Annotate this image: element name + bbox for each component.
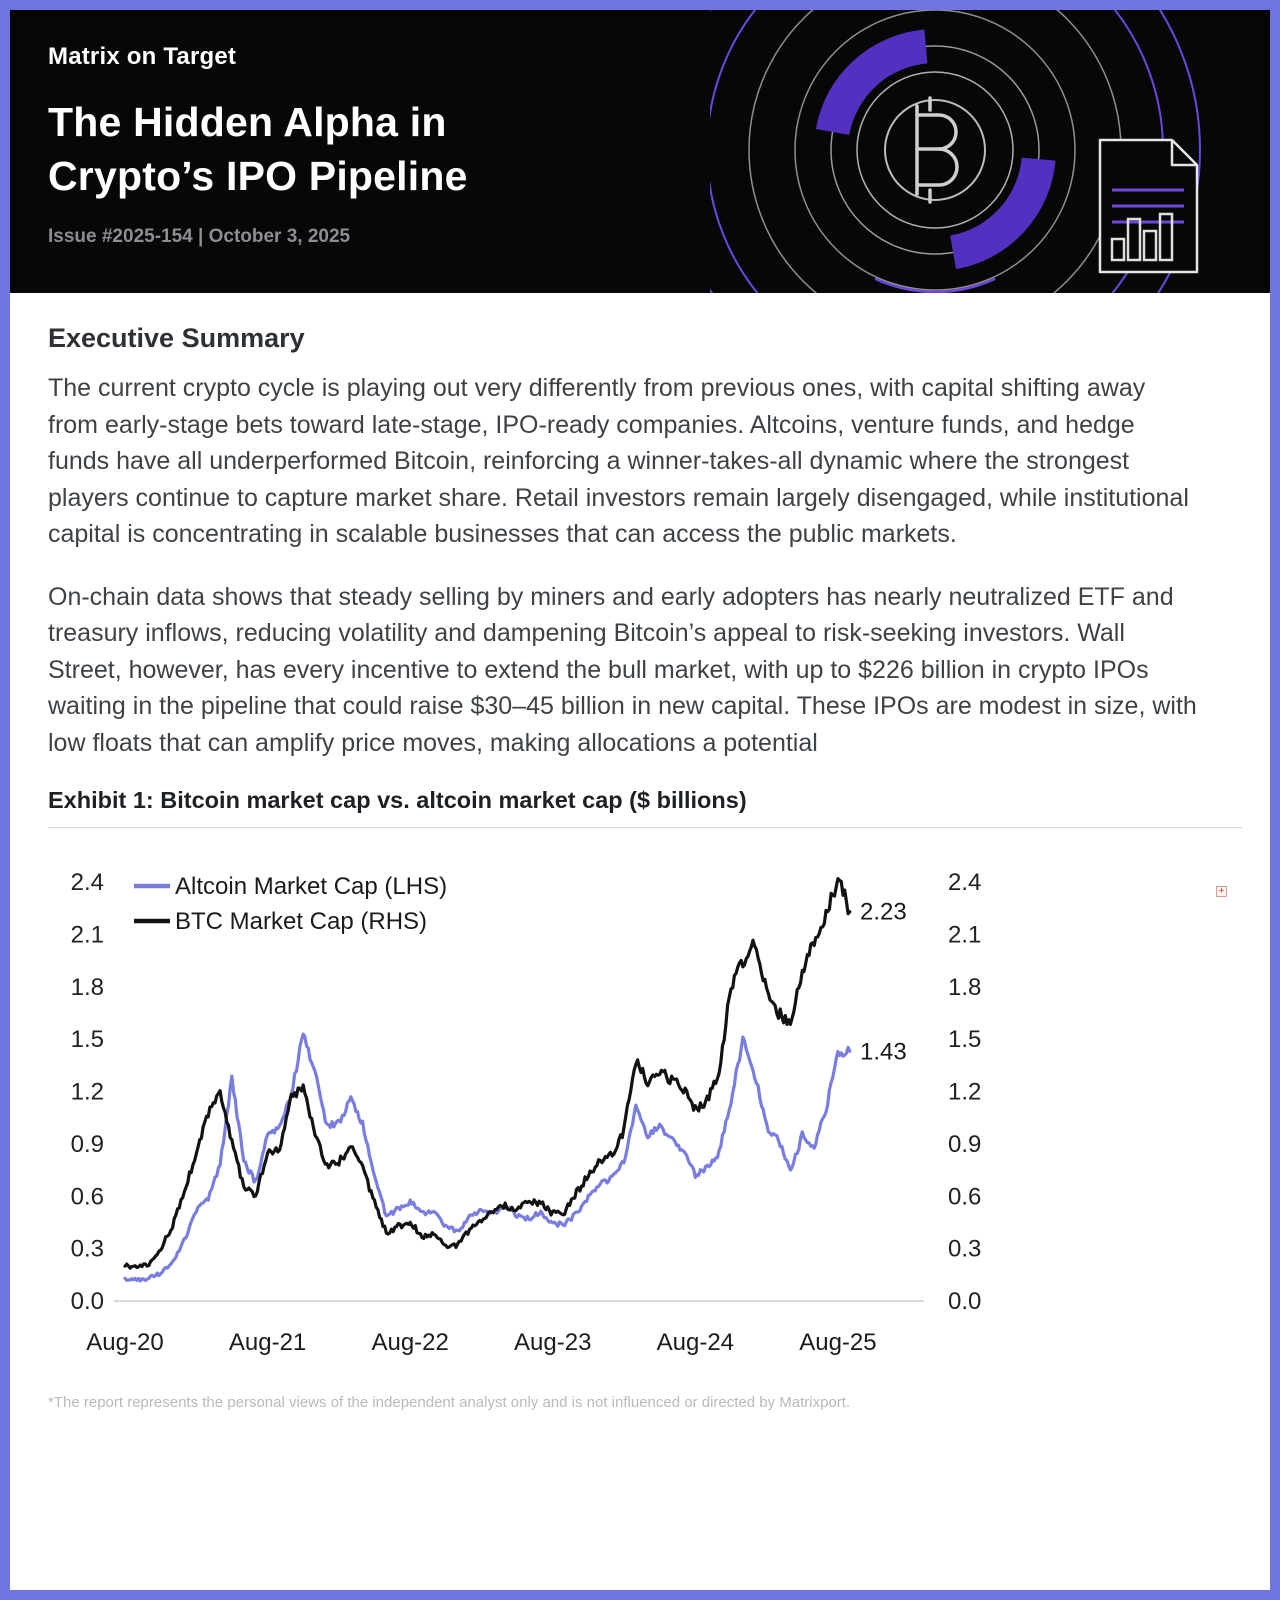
legend-label-altcoin: Altcoin Market Cap (LHS): [175, 873, 448, 900]
y-axis-tick-left: 1.2: [70, 1078, 104, 1106]
report-title-line1: The Hidden Alpha in: [48, 99, 447, 145]
series-line-btc: [125, 879, 850, 1269]
issue-date-line: Issue #2025-154 | October 3, 2025: [48, 226, 351, 247]
end-label-altcoin: 1.43: [860, 1038, 907, 1066]
end-label-btc: 2.23: [860, 898, 907, 926]
x-axis-tick: Aug-24: [656, 1329, 735, 1356]
y-axis-tick-left: 2.4: [70, 869, 104, 897]
series-line-altcoin: [125, 1034, 850, 1281]
report-body: [10, 293, 1270, 1411]
y-axis-tick-right: 1.5: [948, 1026, 982, 1054]
y-axis-tick-right: 0.3: [948, 1235, 982, 1263]
brand-kicker: Matrix on Target: [48, 43, 237, 70]
report-title-line2: Crypto’s IPO Pipeline: [48, 153, 468, 199]
y-axis-tick-left: 0.9: [70, 1130, 104, 1158]
x-axis-tick: Aug-23: [514, 1329, 592, 1356]
y-axis-tick-right: 2.1: [948, 921, 982, 949]
x-axis-tick: Aug-22: [371, 1329, 449, 1356]
y-axis-tick-left: 0.6: [70, 1183, 104, 1211]
exhibit-divider: [48, 827, 1242, 828]
y-axis-tick-left: 0.0: [70, 1288, 104, 1315]
disclaimer-footnote: *The report represents the personal views of the independent analyst only and is not influenced or directed by Matrixport.: [48, 1394, 851, 1411]
x-axis-tick: Aug-21: [228, 1329, 307, 1356]
summary-paragraph-2: On-chain data shows that steady selling by miners and early adopters has nearly neutralized ETF and treasury inflows, reducing volatility and dampening Bitcoin’s appeal to risk-seeking investors. Wall Street, however, has every incentive to extend the bull market, with up to $226 billion in crypto IPOs waiting in the pipeline that could raise $30–45 billion in new capital. These IPOs are modest in size, with low floats that can amplify price moves, making allocations a potential: [48, 582, 1197, 757]
y-axis-tick-right: 1.2: [948, 1078, 982, 1106]
document-chart-icon: [1100, 140, 1197, 272]
y-axis-tick-right: 1.8: [948, 973, 982, 1001]
header-text-block: [48, 10, 468, 248]
y-axis-tick-right: 0.9: [948, 1130, 982, 1158]
bitcoin-orbit-graphic: [710, 10, 1270, 293]
report-header: [10, 10, 1270, 293]
market-cap-line-chart: [42, 838, 1002, 1383]
exhibit-title: Exhibit 1: Bitcoin market cap vs. altcoin market cap ($ billions): [48, 787, 747, 813]
legend-label-btc: BTC Market Cap (RHS): [175, 908, 428, 935]
y-axis-tick-left: 1.8: [70, 973, 104, 1001]
broken-image-icon: +: [1216, 886, 1227, 897]
y-axis-tick-left: 0.3: [70, 1235, 104, 1263]
report-title: [48, 95, 468, 203]
x-axis-tick: Aug-20: [86, 1329, 164, 1356]
y-axis-tick-left: 1.5: [70, 1026, 104, 1054]
y-axis-tick-left: 2.1: [70, 921, 104, 949]
executive-summary-heading: Executive Summary: [48, 323, 305, 353]
x-axis-tick: Aug-25: [799, 1329, 877, 1356]
bitcoin-icon: [917, 98, 957, 202]
y-axis-tick-right: 2.4: [948, 869, 982, 897]
summary-paragraph-1: The current crypto cycle is playing out very differently from previous ones, with capital shifting away from early-stage bets toward late-stage, IPO-ready companies. Altcoins, venture funds, and hedge funds have all underperformed Bitcoin, reinforcing a winner-takes-all dynamic where the strongest players continue to capture market share. Retail investors remain largely disengaged, while institutional capital is concentrating in scalable businesses that can access the public markets.: [48, 374, 1189, 548]
market-cap-chart-container: [42, 838, 1222, 1388]
y-axis-tick-right: 0.0: [948, 1288, 982, 1315]
y-axis-tick-right: 0.6: [948, 1183, 982, 1211]
